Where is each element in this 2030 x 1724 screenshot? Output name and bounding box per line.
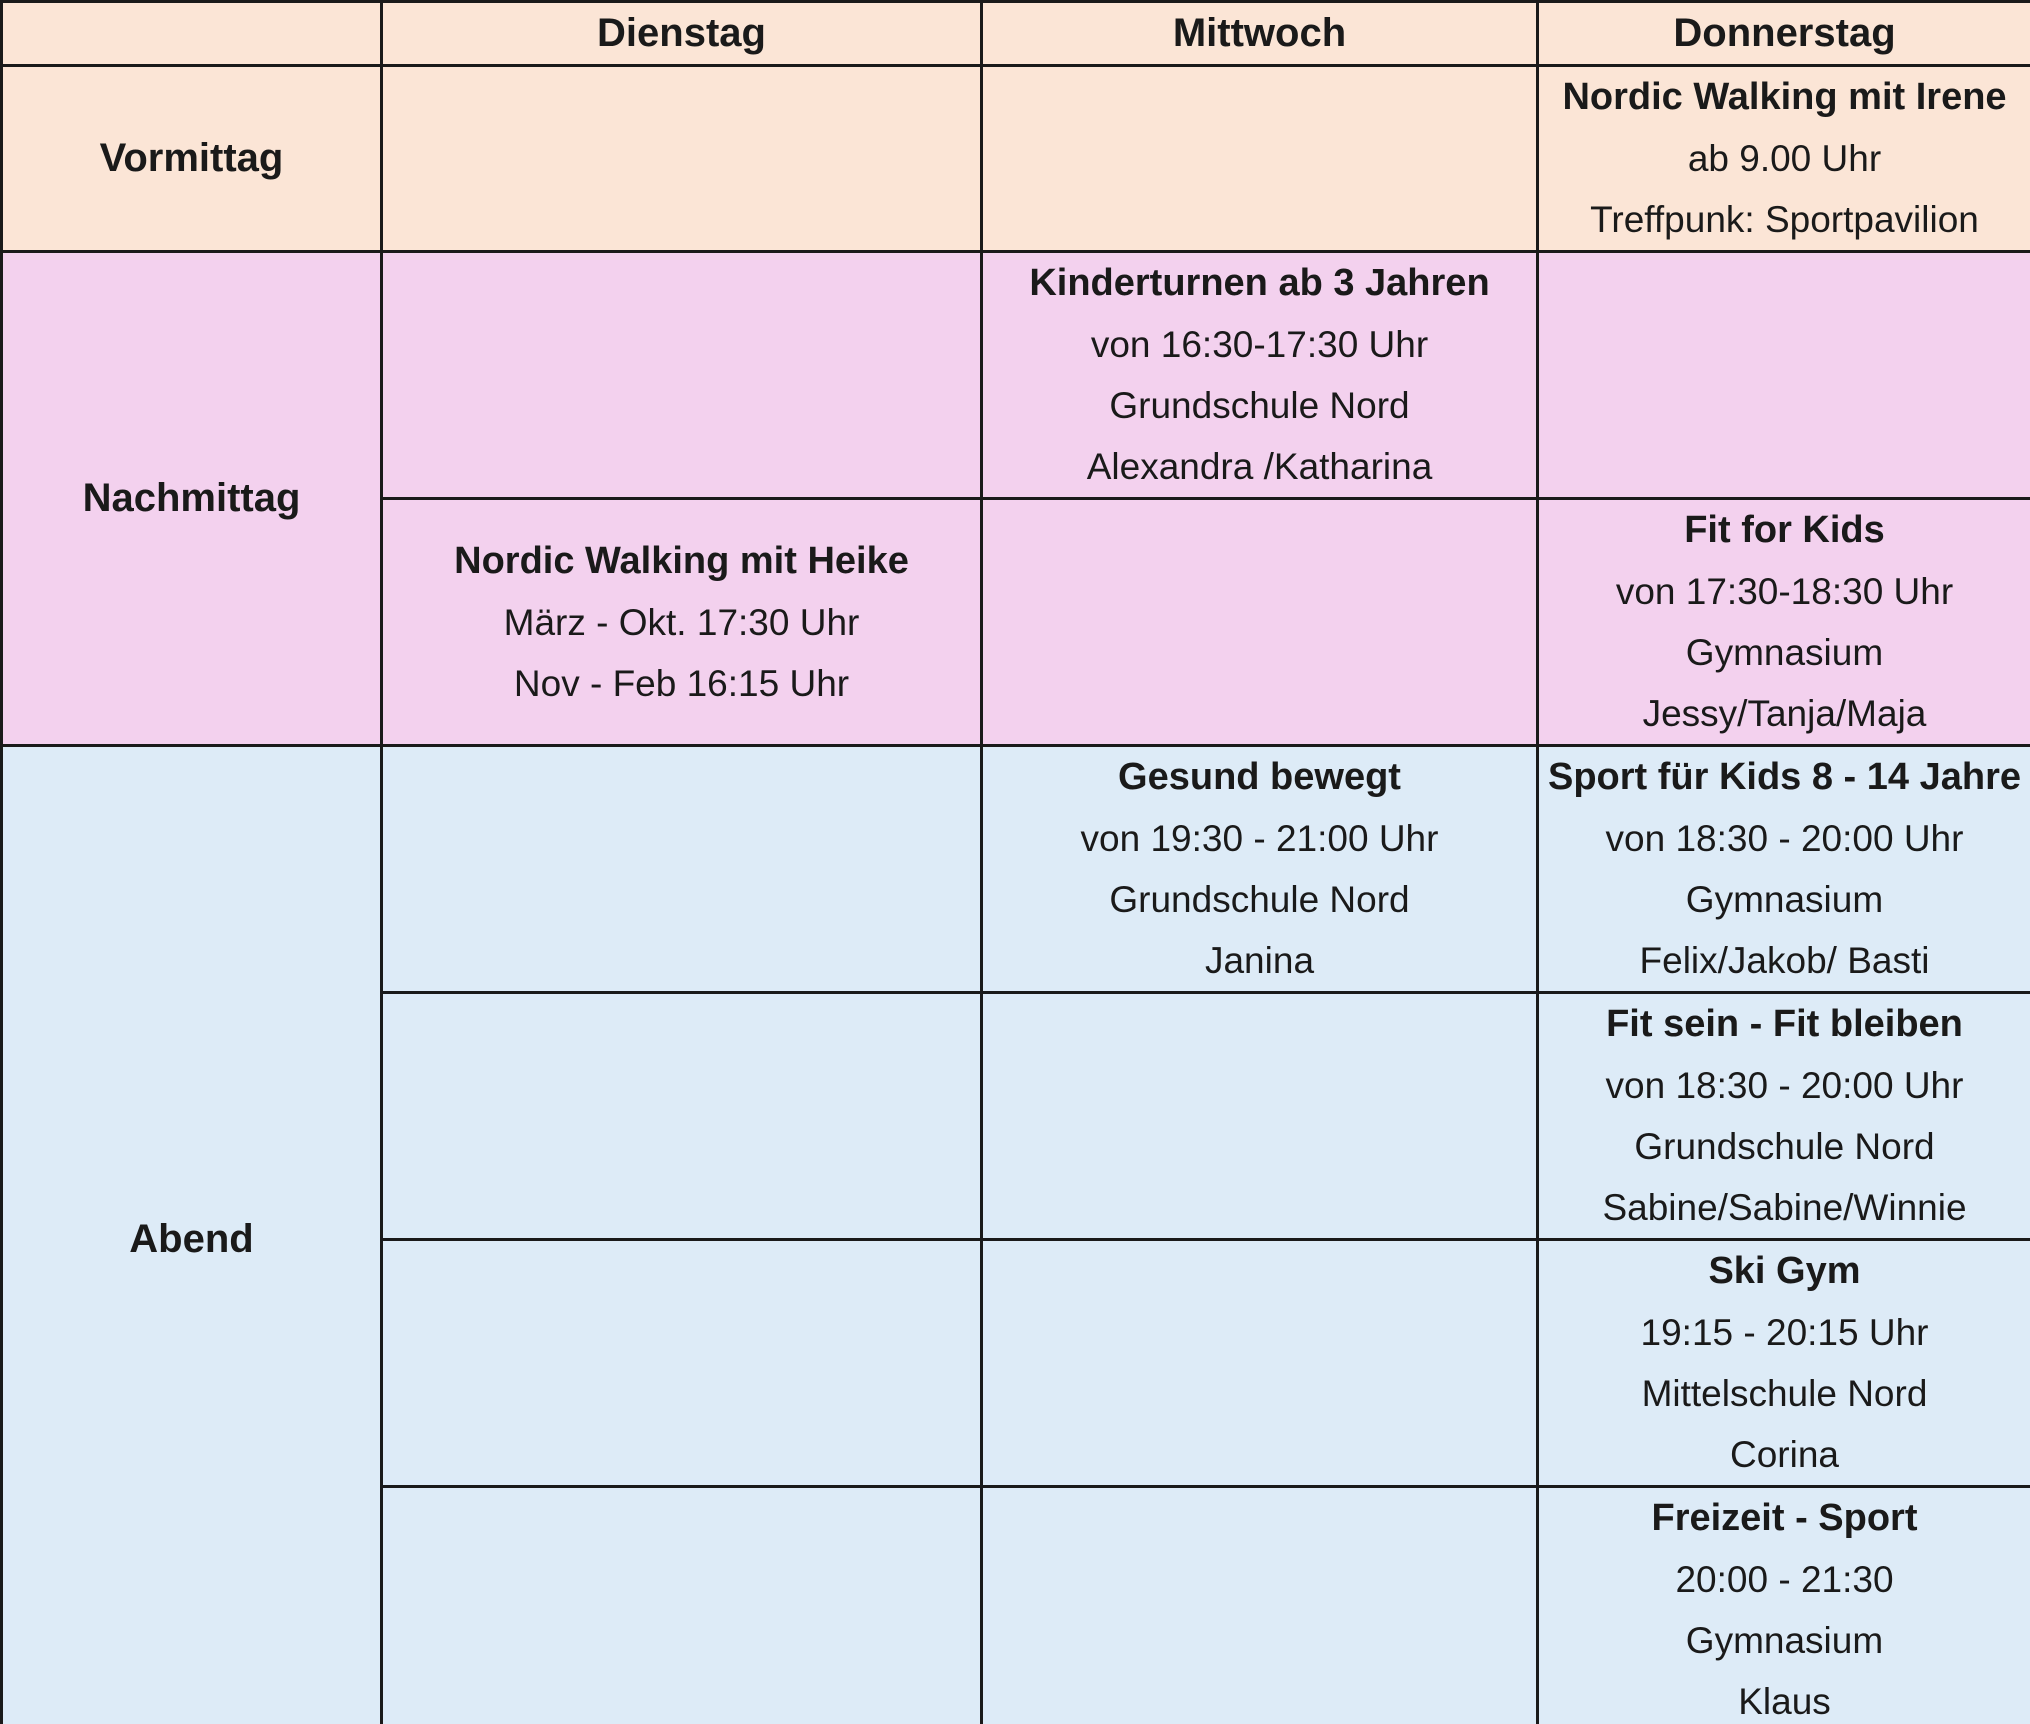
header-donnerstag: Donnerstag (1538, 2, 2030, 66)
entry-location: Gymnasium (1685, 879, 1884, 920)
cell-nachmittag1-donnerstag (1538, 252, 2030, 499)
row-abend-1 (2, 746, 2030, 993)
entry-title: Nordic Walking mit Irene (1562, 76, 2007, 118)
entry-trainer: Felix/Jakob/ Basti (1639, 940, 1930, 981)
cell-vormittag-mittwoch (982, 66, 1538, 252)
entry-title: Kinderturnen ab 3 Jahren (1029, 262, 1490, 304)
entry-time: 19:15 - 20:15 Uhr (1640, 1312, 1929, 1353)
entry-time: ab 9.00 Uhr (1687, 138, 1882, 179)
entry-time: von 19:30 - 21:00 Uhr (1080, 818, 1439, 859)
entry-time: von 17:30-18:30 Uhr (1615, 571, 1954, 612)
entry-location: Grundschule Nord (1634, 1126, 1935, 1167)
entry-location: Gymnasium (1685, 1620, 1884, 1661)
period-nachmittag: Nachmittag (2, 252, 382, 746)
entry-trainer: Jessy/Tanja/Maja (1642, 693, 1927, 734)
entry-time: März - Okt. 17:30 Uhr (503, 601, 860, 643)
entry-location: Gymnasium (1685, 632, 1884, 673)
cell-abend1-donnerstag (1538, 746, 2030, 993)
entry-location: Grundschule Nord (1109, 879, 1410, 920)
row-nachmittag-1 (2, 252, 2030, 499)
entry-trainer: Klaus (1738, 1681, 1831, 1722)
entry-location: Treffpunk: Sportpavilion (1590, 199, 1979, 240)
cell-abend4-donnerstag (1538, 1487, 2030, 1724)
cell-nachmittag2-dienstag (382, 499, 982, 746)
cell-abend1-mittwoch (982, 746, 1538, 993)
cell-nachmittag1-mittwoch (982, 252, 1538, 499)
entry-time: von 16:30-17:30 Uhr (1090, 324, 1429, 365)
entry-title: Sport für Kids 8 - 14 Jahre (1547, 756, 2021, 798)
cell-nachmittag2-donnerstag (1538, 499, 2030, 746)
cell-abend3-donnerstag (1538, 1240, 2030, 1487)
row-vormittag (2, 66, 2030, 252)
entry-trainer: Sabine/Sabine/Winnie (1602, 1187, 1967, 1228)
entry-title: Ski Gym (1708, 1250, 1861, 1292)
entry-title: Fit for Kids (1684, 509, 1885, 551)
cell-abend2-mittwoch (982, 993, 1538, 1240)
cell-abend3-mittwoch (982, 1240, 1538, 1487)
header-corner (2, 2, 382, 66)
cell-abend1-dienstag (382, 746, 982, 993)
entry-title: Nordic Walking mit Heike (454, 539, 909, 582)
entry-time: 20:00 - 21:30 (1675, 1559, 1894, 1600)
period-abend: Abend (2, 746, 382, 1724)
header-row (2, 2, 2030, 66)
entry-location: Mittelschule Nord (1641, 1373, 1928, 1414)
entry-time: von 18:30 - 20:00 Uhr (1605, 1065, 1964, 1106)
period-vormittag: Vormittag (2, 66, 382, 252)
cell-abend4-mittwoch (982, 1487, 1538, 1724)
cell-vormittag-dienstag (382, 66, 982, 252)
cell-abend3-dienstag (382, 1240, 982, 1487)
entry-trainer: Janina (1204, 940, 1315, 981)
cell-nachmittag2-mittwoch (982, 499, 1538, 746)
cell-abend2-dienstag (382, 993, 982, 1240)
entry-trainer: Corina (1730, 1434, 1839, 1475)
cell-abend2-donnerstag (1538, 993, 2030, 1240)
entry-trainer: Alexandra /Katharina (1086, 446, 1433, 487)
entry-title: Fit sein - Fit bleiben (1606, 1003, 1963, 1045)
entry-title: Freizeit - Sport (1651, 1497, 1918, 1539)
cell-nachmittag1-dienstag (382, 252, 982, 499)
entry-time: Nov - Feb 16:15 Uhr (513, 662, 850, 704)
entry-location: Grundschule Nord (1109, 385, 1410, 426)
header-mittwoch: Mittwoch (982, 2, 1538, 66)
entry-time: von 18:30 - 20:00 Uhr (1605, 818, 1964, 859)
cell-abend4-dienstag (382, 1487, 982, 1724)
header-dienstag: Dienstag (382, 2, 982, 66)
cell-vormittag-donnerstag (1538, 66, 2030, 252)
entry-title: Gesund bewegt (1118, 756, 1401, 798)
